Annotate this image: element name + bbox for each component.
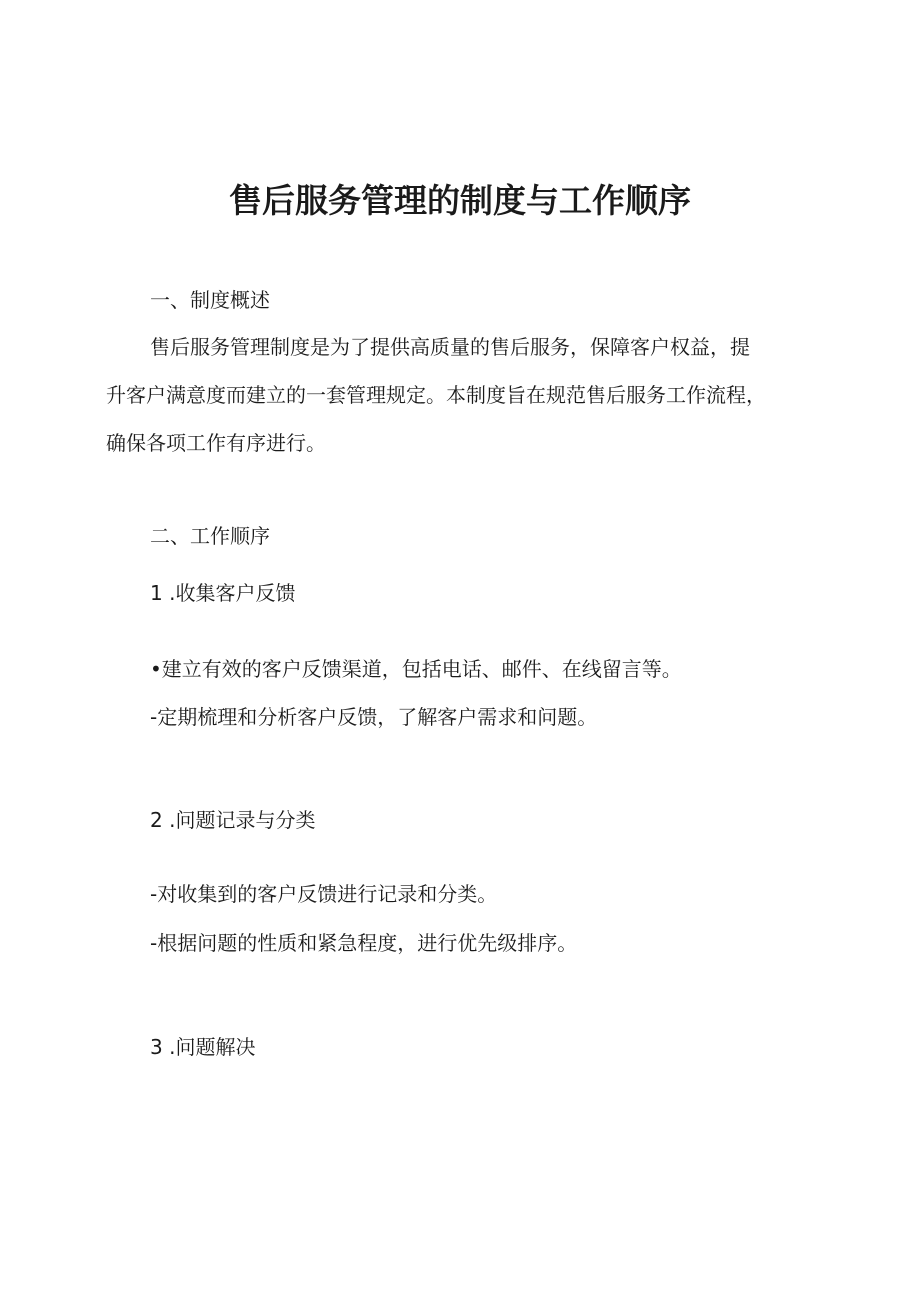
list-item: -对收集到的客户反馈进行记录和分类。 bbox=[150, 882, 498, 906]
paragraph-line: 升客户满意度而建立的一套管理规定。本制度旨在规范售后服务工作流程， bbox=[106, 383, 766, 407]
document-title: 售后服务管理的制度与工作顺序 bbox=[229, 181, 691, 220]
step-title: 3 .问题解决 bbox=[150, 1035, 256, 1059]
list-item: •建立有效的客户反馈渠道，包括电话、邮件、在线留言等。 bbox=[150, 657, 682, 681]
step-title: 1 .收集客户反馈 bbox=[150, 581, 296, 605]
paragraph-line: 售后服务管理制度是为了提供高质量的售后服务，保障客户权益，提 bbox=[150, 335, 750, 359]
list-item: -根据问题的性质和紧急程度，进行优先级排序。 bbox=[150, 931, 578, 955]
step-title: 2 .问题记录与分类 bbox=[150, 808, 316, 832]
paragraph-line: 确保各项工作有序进行。 bbox=[106, 431, 326, 455]
section-heading-overview: 一、制度概述 bbox=[150, 288, 270, 312]
list-item: -定期梳理和分析客户反馈，了解客户需求和问题。 bbox=[150, 705, 598, 729]
section-heading-workflow: 二、工作顺序 bbox=[150, 524, 270, 548]
